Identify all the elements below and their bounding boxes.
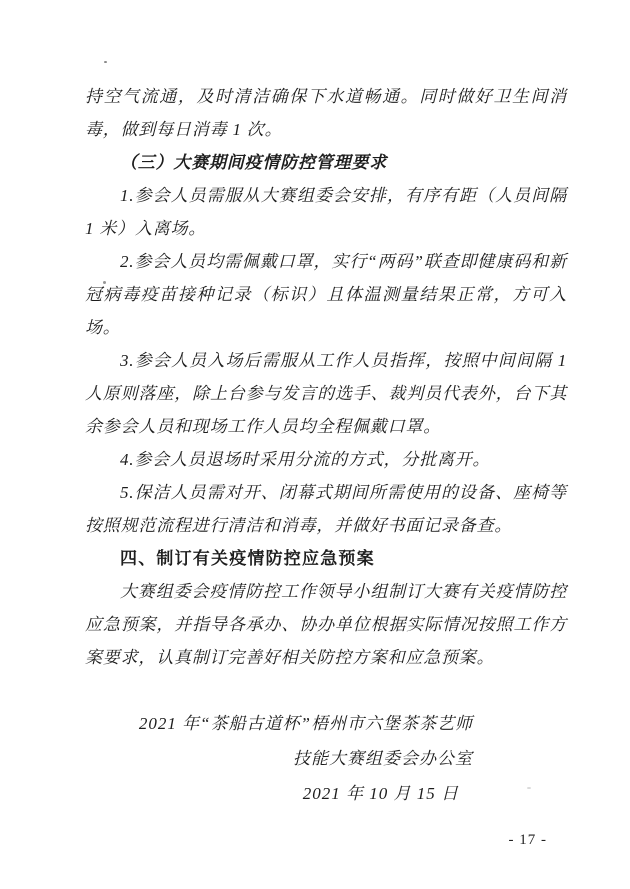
paragraph: 4.参会人员退场时采用分流的方式，分批离开。: [120, 450, 491, 469]
signature-block: [139, 706, 473, 811]
paragraph: 2.参会人员均需佩戴口罩，实行“两码”联查即健康码和新冠病毒疫苗接种记录（标识）且体温测量结果正常，方可入场。: [85, 252, 567, 337]
signature-org-line-1: 2021 年“茶船古道杯”梧州市六堡茶茶艺师: [138, 714, 473, 733]
section-heading: 四、制订有关疫情防控应急预案: [120, 549, 375, 568]
section-heading: （三）大赛期间疫情防控管理要求: [120, 153, 387, 172]
scan-speck: [104, 61, 107, 63]
paragraph: 大赛组委会疫情防控工作领导小组制订大赛有关疫情防控应急预案，并指导各承办、协办单位根据实际情况按照工作方案要求，认真制订完善好相关防控方案和应急预案。: [85, 582, 567, 667]
paragraph: 持空气流通，及时清洁确保下水道畅通。同时做好卫生间消毒，做到每日消毒 1 次。: [85, 87, 567, 139]
page-number: - 17 -: [508, 832, 547, 848]
paragraph: 1.参会人员需服从大赛组委会安排，有序有距（人员间隔 1 米）入离场。: [85, 186, 567, 238]
signature-date: 2021 年 10 月 15 日: [302, 784, 459, 803]
signature-org-line-2: 技能大赛组委会办公室: [293, 749, 473, 768]
scan-speck: [527, 787, 531, 789]
document-body: [85, 80, 567, 674]
paragraph: 5.保洁人员需对开、闭幕式期间所需使用的设备、座椅等按照规范流程进行清洁和消毒，并做好书面记录备查。: [85, 483, 567, 535]
paragraph: 3.参会人员入场后需服从工作人员指挥，按照中间间隔 1 人原则落座，除上台参与发言的选手、裁判员代表外，台下其余参会人员和现场工作人员均全程佩戴口罩。: [85, 351, 567, 436]
